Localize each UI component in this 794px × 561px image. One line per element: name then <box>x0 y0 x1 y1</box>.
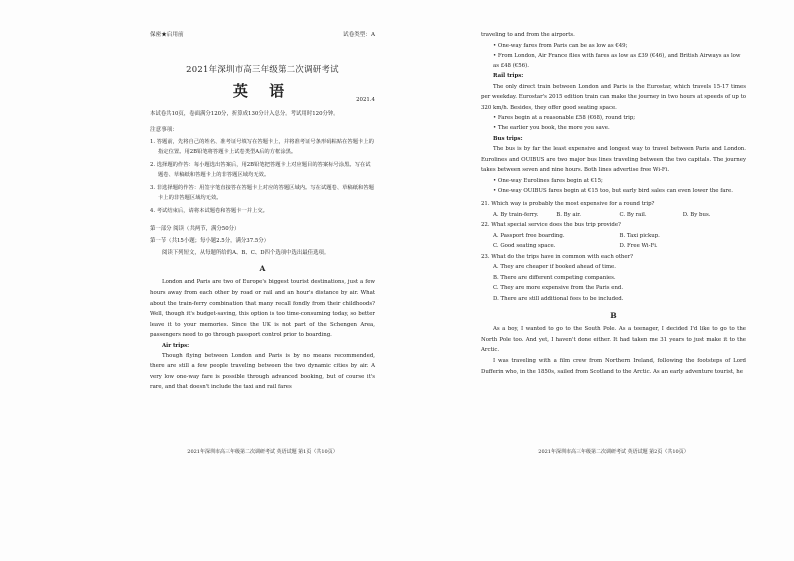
passage-a-continued: traveling to and from the airports. <box>481 32 575 38</box>
page-footer: 2021年深圳市高三年级第二次调研考试 英语试题 第1页（共10页） <box>187 449 338 455</box>
note-item: 4. 考试结束后，请将本试题卷和答题卡一并上交。 <box>150 208 268 215</box>
option-a: A. They are cheaper if booked ahead of time. <box>493 264 616 271</box>
option-b: B. There are different competing companies. <box>493 274 616 281</box>
fare-bullet: • One-way OUIBUS fares begin at €15 too, but early bird sales can even lower the fare. <box>493 187 733 194</box>
exam-title: 2021年深圳市高三年级第二次调研考试 <box>186 64 339 74</box>
question-22: 22. What special service does the bus trip provide? <box>481 222 621 229</box>
subject-title: 英 语 <box>232 82 293 100</box>
option-a: A. Passport free boarding. <box>493 232 565 239</box>
passage-b-paragraph: I was traveling with a film crew from Northern Ireland, following the footsteps of Lord Dufferin who, in the 1850s, sailed from Scotland to the Arctic. As an early adventure tourist, he <box>481 358 746 375</box>
air-trips-heading: Air trips: <box>162 342 190 349</box>
question-23: 23. What do the trips have in common with each other? <box>481 253 634 260</box>
note-item: 3. 非选择题的作答：用签字笔直接答在答题卡上对应的答题区域内。写在试题卷、草稿纸和答题卡上的非答题区域均无效。 <box>150 185 374 202</box>
option-d: D. Free Wi-Fi. <box>619 243 658 250</box>
option-a: A. By train-ferry. <box>493 211 539 218</box>
paper-type-label: 试卷类型：A <box>342 32 375 38</box>
question-22-options <box>481 231 746 242</box>
option-d: D. There are still additional fees to be included. <box>493 295 624 302</box>
section-instruction: 阅读下列短文，从每题所给的A、B、C、D四个选项中选出最佳选项。 <box>162 250 330 257</box>
notes-list <box>150 137 375 216</box>
fare-bullet: • One-way fares from Paris can be as low as €49; <box>493 42 628 49</box>
page-2 <box>397 0 794 561</box>
passage-a-paragraph: London and Paris are two of Europe's biggest tourist destinations, just a few hours away from each other by road or rail and an hour's distance by air. What about the train-ferry combination that many recall fondly from their childhoods? Well, though it's budget-saving, this option is too time-consuming today, so better leave it to your memories. Since the UK is not part of the Schengen Area, passengers need to go through passport control prior to boarding. <box>150 279 375 339</box>
passage-letter-a: A <box>259 264 266 274</box>
fare-bullet: • From London, Air France flies with fares as low as £39 (€46), and British Airways as low as £48 (€56). <box>493 52 741 70</box>
exam-intro: 本试卷共10页，卷面满分120分，折算成130分计入总分。考试用时120分钟。 <box>150 111 339 117</box>
passage-a-paragraph: Though flying between London and Paris is by no means recommended, there are still a few people traveling between the two dynamic cities by air. A very low one-way fare is possible through advanced booking, but of course it's rare, and that doesn't include the taxi and rail fares <box>150 352 375 391</box>
confidential-label: 保密★启用前 <box>150 32 184 38</box>
option-b: B. By air. <box>556 211 581 218</box>
option-c: C. Good seating space. <box>493 243 556 250</box>
passage-letter-b: B <box>610 311 617 321</box>
page-header <box>150 30 375 38</box>
fare-bullet: • One-way Eurolines fares begin at €15; <box>493 177 603 184</box>
page-footer: 2021年深圳市高三年级第二次调研考试 英语试题 第2页（共10页） <box>538 449 689 455</box>
option-d: D. By bus. <box>682 211 711 218</box>
option-c: C. They are more expensive from the Paris end. <box>493 285 624 292</box>
question-22-options <box>481 241 746 252</box>
passage-b-paragraph: As a boy, I wanted to go to the South Pole. As a teenager, I decided I'd like to go to the North Pole too. And yet, I haven't done either. It had taken me 31 years to just make it to the Arctic. <box>481 326 746 354</box>
notes-title: 注意事项： <box>150 127 178 133</box>
bus-paragraph: The bus is by far the least expensive and longest way to travel between Paris and London. Eurolines and OUIBUS are two major bus lines traveling between the two capitals. The journey takes between seven and nine hours. Both lines advertise free Wi-Fi. <box>481 145 746 174</box>
question-21-options <box>481 210 746 221</box>
section-heading: 第一节（共15小题；每小题2.5分，满分37.5分） <box>150 238 270 245</box>
option-b: B. Taxi pickup. <box>619 232 660 239</box>
bus-trips-heading: Bus trips: <box>493 135 523 142</box>
question-21: 21. Which way is probably the most expensive for a round trip? <box>481 201 655 208</box>
fare-bullet: • The earlier you book, the more you save. <box>493 125 610 132</box>
part-heading: 第一部分 阅读（共两节，满分50分） <box>150 226 240 233</box>
option-c: C. By rail. <box>619 211 647 218</box>
exam-date: 2021.4 <box>356 97 375 103</box>
rail-paragraph: The only direct train between London and Paris is the Eurostar, which travels 15-17 times per weekday. Eurostar's 2015 edition train can make the journey in two hours at speeds of up to 320 km/h. Besides, they offer good seating space. <box>481 83 746 111</box>
fare-bullet: • Fares begin at a reasonable £58 (€68), round trip; <box>493 115 636 122</box>
rail-trips-heading: Rail trips: <box>493 73 524 80</box>
note-item: 2. 选择题的作答：每小题选出答案后，用2B铅笔把答题卡上对应题目的答案标号涂黑。写在试题卷、草稿纸和答题卡上的非答题区域均无效。 <box>150 162 371 179</box>
note-item: 1. 答题前，先将自己的姓名、准考证号填写在答题卡上，并将准考证号条形码粘贴在答题卡上的指定位置。用2B铅笔将答题卡上试卷类型A后的方框涂黑。 <box>150 139 374 156</box>
